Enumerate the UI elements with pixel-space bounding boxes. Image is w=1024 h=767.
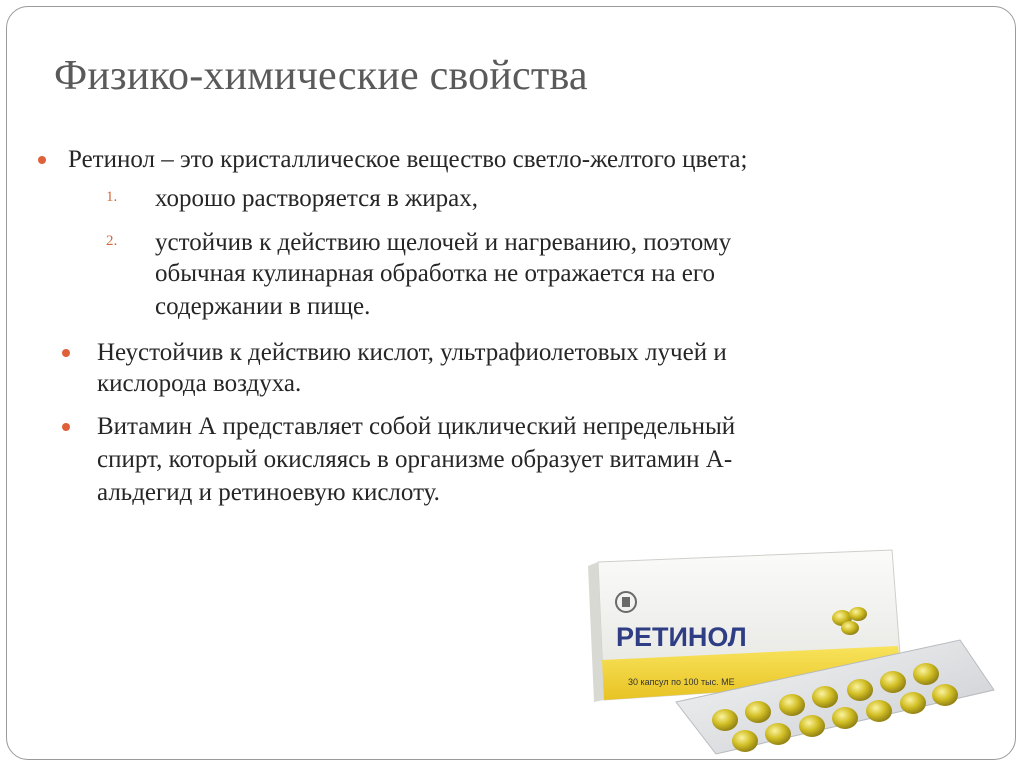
bullet-dot	[38, 156, 46, 164]
bullet-2-line-1: Неустойчив к действию кислот, ультрафиолетовых лучей и	[97, 339, 727, 366]
subitem-1-marker: 1.	[106, 189, 118, 205]
bullet-1-text: Ретинол – это кристаллическое вещество светло-желтого цвета;	[68, 146, 748, 173]
bullet-3-line-1: Витамин А представляет собой циклический непредельный	[97, 413, 736, 440]
retinol-package-image	[580, 540, 1000, 760]
bullet-3-line-2: спирт, который окисляясь в организме образует витамин А-	[97, 446, 733, 473]
package-brand-label: РЕТИНОЛ	[616, 622, 747, 652]
subitem-2-line-2: обычная кулинарная обработка не отражается на его	[155, 260, 716, 287]
subitem-2-line-1: устойчив к действию щелочей и нагреванию, поэтому	[155, 229, 732, 256]
package-dosage-label: 30 капсул по 100 тыс. МЕ	[628, 677, 735, 687]
bullet-2-line-2: кислорода воздуха.	[97, 370, 302, 397]
bullet-3-line-3: альдегид и ретиноевую кислоту.	[97, 479, 440, 506]
bullet-dot	[62, 423, 70, 431]
slide-title: Физико-химические свойства	[54, 53, 588, 99]
subitem-1-line-1: хорошо растворяется в жирах,	[155, 185, 479, 212]
subitem-2-line-3: содержании в пище.	[155, 293, 371, 320]
bullet-dot	[62, 349, 70, 357]
subitem-2-marker: 2.	[106, 233, 118, 249]
